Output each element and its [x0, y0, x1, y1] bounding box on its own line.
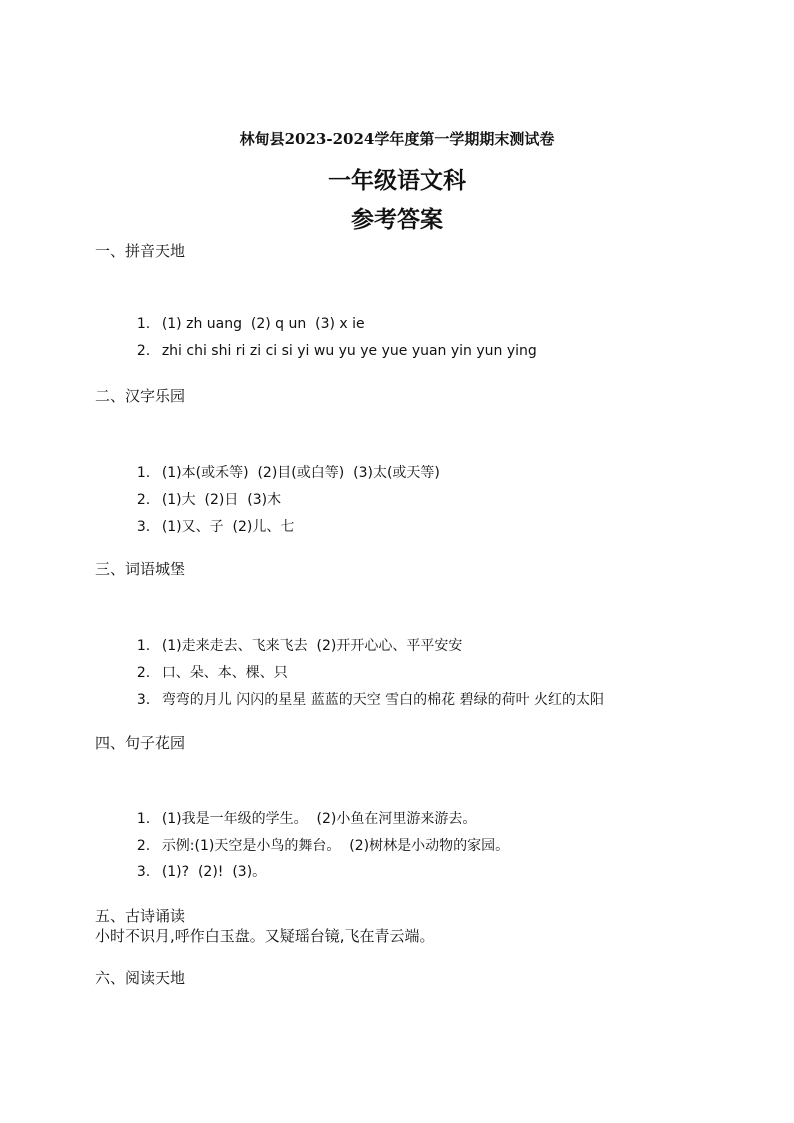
answer-item	[119, 500, 294, 552]
exam-title: 林甸县2023-2024学年度第一学期期末测试卷	[239, 130, 555, 148]
answer-item	[119, 327, 537, 375]
answer-item	[119, 673, 604, 725]
item-text: zhi chi shi ri zi ci si yi wu yu ye yue yuan yin yun ying	[161, 343, 537, 359]
item-text: (1) zh uang (2) q un (3) x ie	[161, 316, 365, 332]
item-text: (1)? (2)! (3)。	[161, 864, 267, 880]
item-number: 3.	[136, 864, 151, 880]
section-heading-pinyin: 一、拼音天地	[95, 242, 186, 260]
item-text: 弯弯的月儿 闪闪的星星 蓝蓝的天空 雪白的棉花 碧绿的荷叶 火红的太阳	[161, 692, 605, 708]
item-text: (1)本(或禾等) (2)目(或白等) (3)太(或天等)	[161, 465, 440, 481]
section-heading-words: 三、词语城堡	[95, 560, 186, 578]
section-heading-sentences: 四、句子花园	[95, 734, 186, 752]
subject-title: 一年级语文科	[328, 167, 466, 194]
item-number: 1.	[136, 811, 151, 827]
answer-key-title: 参考答案	[351, 206, 443, 233]
item-number: 1.	[136, 638, 151, 654]
item-number: 3.	[136, 692, 151, 708]
item-number: 2.	[136, 343, 151, 359]
item-text: 口、朵、本、棵、只	[161, 665, 288, 681]
poem-text: 小时不识月,呼作白玉盘。又疑瑶台镜,飞在青云端。	[95, 927, 435, 945]
answer-item	[119, 845, 266, 897]
item-number: 2.	[136, 838, 151, 854]
item-text: (1)我是一年级的学生。 (2)小鱼在河里游来游去。	[161, 811, 477, 827]
item-number: 3.	[136, 519, 151, 535]
item-text: 示例:(1)天空是小鸟的舞台。 (2)树林是小动物的家园。	[161, 838, 510, 854]
item-number: 1.	[136, 316, 151, 332]
item-number: 2.	[136, 665, 151, 681]
item-text: (1)走来走去、飞来飞去 (2)开开心心、平平安安	[161, 638, 463, 654]
item-text: (1)大 (2)日 (3)木	[161, 492, 282, 508]
section-heading-poetry: 五、古诗诵读	[95, 907, 186, 925]
section-heading-characters: 二、汉字乐园	[95, 387, 186, 405]
item-number: 2.	[136, 492, 151, 508]
item-number: 1.	[136, 465, 151, 481]
item-text: (1)又、子 (2)儿、七	[161, 519, 295, 535]
section-heading-reading: 六、阅读天地	[95, 969, 186, 987]
